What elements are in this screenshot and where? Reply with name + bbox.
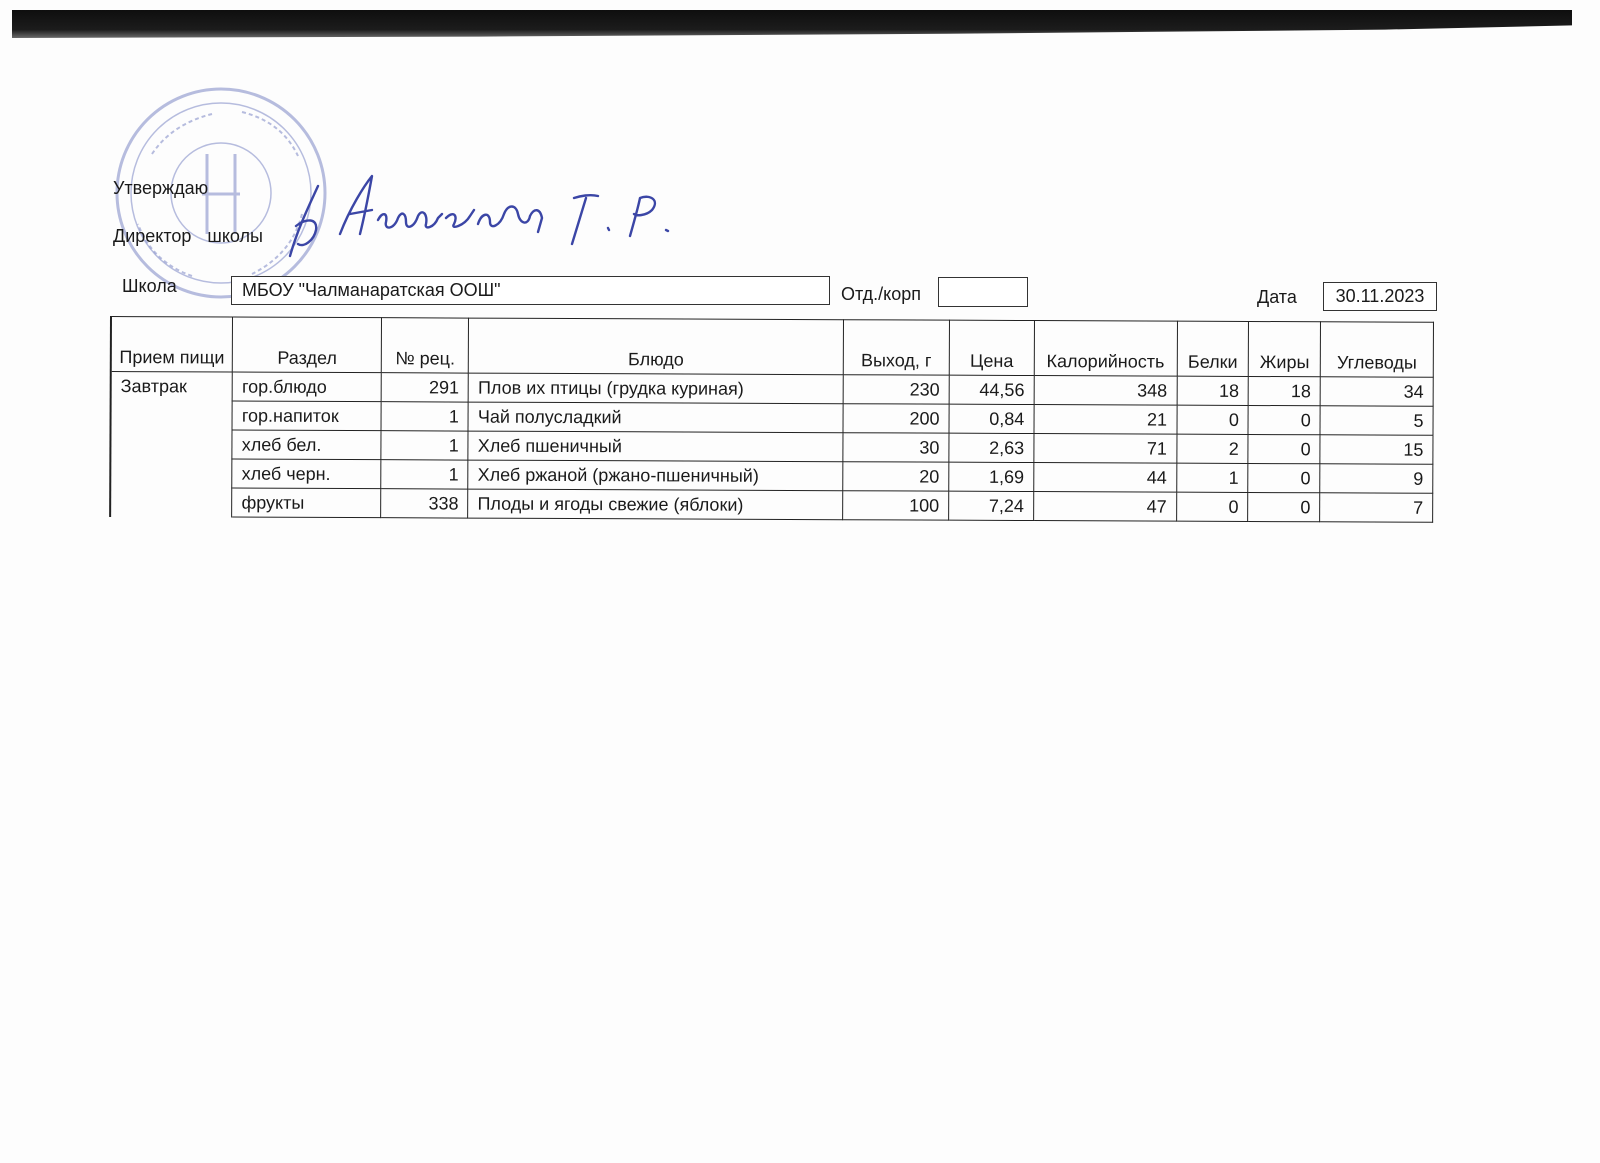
price-cell: 44,56 <box>949 375 1034 404</box>
weight-cell: 20 <box>843 462 949 491</box>
protein-cell: 0 <box>1176 492 1248 521</box>
carbs-cell: 7 <box>1320 493 1433 522</box>
calories-cell: 71 <box>1034 434 1177 464</box>
carbs-cell: 9 <box>1320 464 1433 493</box>
recipe-cell: 1 <box>381 460 468 489</box>
weight-cell: 30 <box>843 433 949 462</box>
price-cell: 0,84 <box>949 404 1034 433</box>
weight-cell: 100 <box>842 491 948 520</box>
fat-cell: 0 <box>1248 492 1320 521</box>
approve-label: Утверждаю <box>113 178 209 198</box>
weight-cell: 200 <box>843 404 949 433</box>
calories-cell: 21 <box>1034 405 1177 435</box>
recipe-cell: 338 <box>381 489 468 518</box>
recipe-cell: 1 <box>381 402 468 431</box>
director-label: Директор школы <box>113 226 263 246</box>
weight-cell: 230 <box>843 375 949 404</box>
protein-cell: 1 <box>1176 463 1248 492</box>
meal-cell: Завтрак <box>110 372 232 518</box>
dish-cell: Чай полусладкий <box>468 402 843 433</box>
calories-cell: 44 <box>1034 463 1177 493</box>
carbs-cell: 5 <box>1320 406 1433 435</box>
col-fat-header: Жиры <box>1249 321 1321 376</box>
school-field: МБОУ "Чалманаратская ООШ" <box>231 276 830 305</box>
dept-label: Отд./корп <box>841 284 921 304</box>
carbs-cell: 15 <box>1320 435 1433 464</box>
section-cell: гор.напиток <box>232 401 381 431</box>
col-carbs-header: Углеводы <box>1321 322 1434 377</box>
dish-cell: Хлеб ржаной (ржано-пшеничный) <box>468 460 843 491</box>
fat-cell: 0 <box>1248 463 1320 492</box>
section-cell: хлеб черн. <box>232 459 381 489</box>
price-cell: 1,69 <box>949 462 1034 491</box>
table-row <box>110 488 1433 523</box>
dept-field <box>938 277 1028 307</box>
col-meal-header: Прием пищи <box>111 317 233 373</box>
menu-table <box>109 316 1434 523</box>
price-cell: 7,24 <box>949 491 1034 520</box>
col-price-header: Цена <box>949 320 1034 375</box>
col-protein-header: Белки <box>1177 321 1249 376</box>
fat-cell: 0 <box>1248 405 1320 434</box>
dish-cell: Хлеб пшеничный <box>468 431 843 462</box>
table-header-row <box>111 317 1434 378</box>
section-cell: фрукты <box>232 488 381 518</box>
fat-cell: 18 <box>1249 376 1321 405</box>
col-dish-header: Блюдо <box>469 318 844 375</box>
scan-dark-edge <box>12 10 1572 38</box>
calories-cell: 348 <box>1034 376 1177 406</box>
dish-cell: Плов их птицы (грудка куриная) <box>468 373 843 404</box>
col-weight-header: Выход, г <box>843 320 949 375</box>
col-recipe-header: № рец. <box>382 318 469 373</box>
dish-cell: Плоды и ягоды свежие (яблоки) <box>468 489 843 520</box>
fat-cell: 0 <box>1248 434 1320 463</box>
section-cell: хлеб бел. <box>232 430 381 460</box>
col-calories-header: Калорийность <box>1034 321 1177 377</box>
col-section-header: Раздел <box>233 317 382 373</box>
recipe-cell: 1 <box>381 431 468 460</box>
section-cell: гор.блюдо <box>232 372 381 402</box>
protein-cell: 2 <box>1176 434 1248 463</box>
school-label: Школа <box>122 276 177 296</box>
protein-cell: 0 <box>1176 405 1248 434</box>
date-field: 30.11.2023 <box>1323 282 1437 311</box>
director-signature <box>268 168 688 268</box>
date-label: Дата <box>1257 287 1297 307</box>
recipe-cell: 291 <box>382 373 469 402</box>
price-cell: 2,63 <box>949 433 1034 462</box>
calories-cell: 47 <box>1033 492 1176 522</box>
carbs-cell: 34 <box>1320 377 1433 406</box>
protein-cell: 18 <box>1177 376 1249 405</box>
